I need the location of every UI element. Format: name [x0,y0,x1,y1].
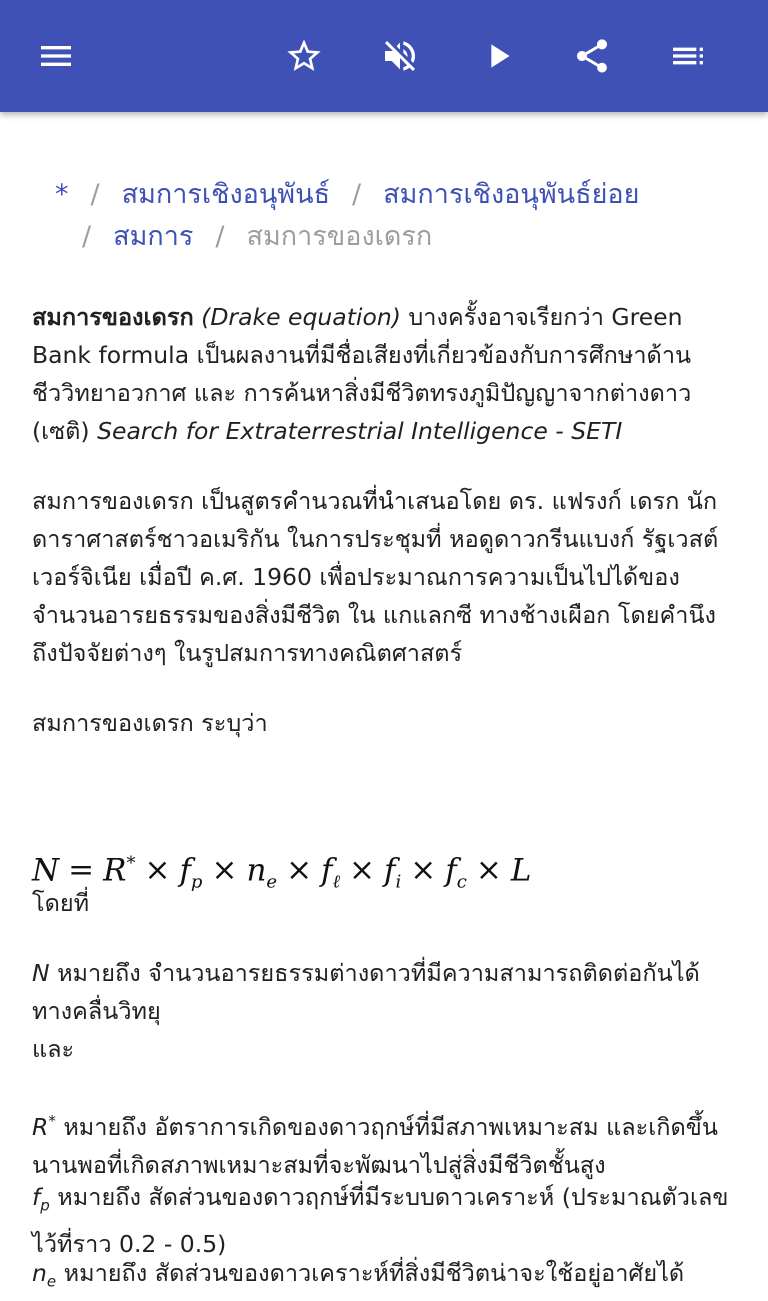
formula-var-n: N [32,852,60,889]
formula-sub-l: ℓ [332,871,341,893]
formula-times: × [144,852,171,889]
definition-ne [32,1254,738,1301]
breadcrumb [55,174,745,258]
breadcrumb-home-link[interactable]: * [55,179,69,210]
play-button[interactable] [470,28,526,84]
where-label: โดยที่ [32,889,90,917]
symbol-r-letter: R [32,1112,49,1141]
symbol-n: N [32,959,50,987]
breadcrumb-link-equation[interactable]: สมการ [113,221,194,252]
definition-n [32,954,738,1030]
formula-times: × [475,852,502,889]
breadcrumb-separator: / [352,179,362,210]
formula-star: * [126,853,136,874]
share-button[interactable] [564,28,620,84]
formula-var-r: R [103,852,127,889]
formula-var-f: f [445,852,457,889]
symbol-fp-sub: p [40,1196,50,1215]
definition-fp-text: หมายถึง สัดส่วนของดาวฤกษ์ที่มีระบบดาวเคราะห์ (ประมาณตัวเลข ไว้ที่ราว 0.2 - 0.5) [32,1183,729,1258]
breadcrumb-link-differential-equation[interactable]: สมการเชิงอนุพันธ์ [121,179,331,210]
table-of-contents-icon [668,36,708,76]
menu-button[interactable] [28,28,84,84]
history-paragraph: สมการของเดรก เป็นสูตรคำนวณที่นำเสนอโดย ดร. แฟรงก์ เดรก นักดาราศาสตร์ชาวอเมริกัน ในการประชุมที่ หอดูดาวกรีนแบงก์ รัฐเวสต์เวอร์จิเนีย เมื่อปี ค.ศ. 1960 เพื่อประมาณการความเป็นไปได้ของจำนวนอารยธรรมของสิ่งมีชีวิต ใน แกแลกซี ทางช้างเผือก โดยคำนึงถึงปัจจัยต่างๆ ในรูปสมการทางคณิตศาสตร์ [32,487,719,667]
symbol-ne [32,1259,57,1291]
formula-var-f: f [384,852,396,889]
play-icon [478,36,518,76]
contents-button[interactable] [660,28,716,84]
symbol-r-star: * [48,1112,56,1130]
article-term: สมการของเดรก [32,303,194,331]
formula-sub-i: i [395,871,402,893]
formula-var-n-small: n [246,852,267,889]
mute-button[interactable] [372,28,428,84]
formula-sub-e: e [266,871,278,893]
formula-var-l: L [510,852,532,889]
breadcrumb-link-partial-differential-equation[interactable]: สมการเชิงอนุพันธ์ย่อย [383,179,640,210]
volume-off-icon [380,36,420,76]
symbol-ne-letter: n [32,1259,47,1287]
symbol-r [32,1113,56,1141]
breadcrumb-current: สมการของเดรก [246,221,433,252]
formula-equals: = [68,852,95,889]
definition-r-text: หมายถึง อัตราการเกิดของดาวฤกษ์ที่มีสภาพเหมาะสม และเกิดขึ้นนานพอที่เกิดสภาพเหมาะสมที่จะพัฒนาไปสู่สิ่งมีชีวิตชั้นสูง [32,1112,718,1179]
breadcrumb-separator: / [90,179,100,210]
breadcrumb-separator: / [215,221,225,252]
symbol-fp-letter: f [32,1183,41,1211]
seti-term: Search for Extraterrestrial Intelligence - SETI [97,417,623,445]
formula-sub-c: c [456,871,467,893]
breadcrumb-separator: / [82,221,92,252]
hamburger-menu-icon [36,36,76,76]
definition-r [32,1102,738,1184]
symbol-fp [32,1183,50,1215]
definition-n-text: หมายถึง จำนวนอารยธรรมต่างดาวที่มีความสามารถติดต่อกันได้ทางคลื่นวิทยุ [32,959,700,1025]
favorite-button[interactable] [276,28,332,84]
formula-times: × [211,852,238,889]
article-content [0,112,768,1291]
equation-intro: สมการของเดรก ระบุว่า [32,709,268,737]
formula-var-f: f [179,852,191,889]
definition-ne-text: หมายถึง สัดส่วนของดาวเคราะห์ที่สิ่งมีชีวิตน่าจะใช้อยู่อาศัยได้ [56,1259,685,1287]
intro-paragraph [32,298,738,450]
formula-times: × [349,852,376,889]
formula-times: × [410,852,437,889]
star-outline-icon [284,36,324,76]
definition-fp [32,1178,738,1263]
formula-times: × [286,852,313,889]
symbol-ne-sub: e [46,1272,57,1291]
english-term: (Drake equation) [201,303,401,331]
and-label: และ [32,1035,75,1063]
formula-sub-p: p [190,871,203,893]
share-icon [572,36,612,76]
formula-var-f: f [321,852,333,889]
app-toolbar [0,0,768,112]
intro-text: บางครั้งอาจเรียกว่า Green Bank formula เป็นผลงานที่มีชื่อเสียงที่เกี่ยวข้องกับการศึกษาด้านชีววิทยาอวกาศ และ การค้นหาสิ่งมีชีวิตทรงภูมิปัญญาจากต่างดาว (เซติ) [32,303,692,445]
